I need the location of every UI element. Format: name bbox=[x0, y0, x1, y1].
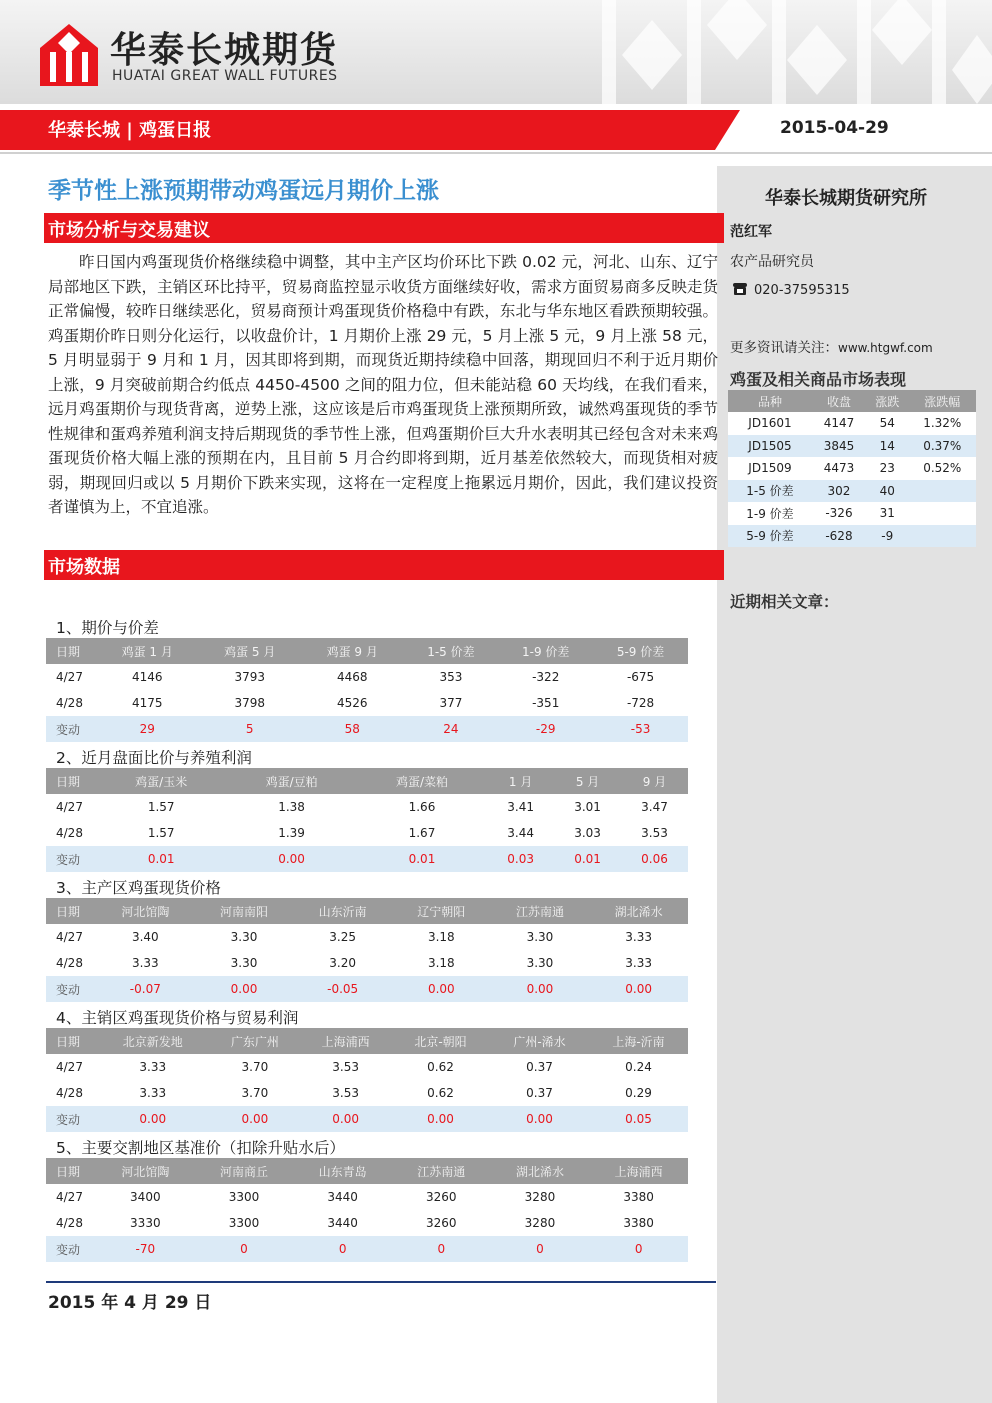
table-cell: 14 bbox=[866, 435, 909, 458]
table-row bbox=[728, 457, 976, 480]
table-cell: 3300 bbox=[228, 1190, 260, 1204]
table-cell: 0.01 bbox=[554, 846, 621, 872]
table-cell: 3.53 bbox=[641, 826, 668, 840]
recent-articles-title: 近期相关文章： bbox=[730, 593, 839, 611]
report-tag: 华泰长城 | 鸡蛋日报 bbox=[48, 120, 212, 141]
table-cell: 0.52% bbox=[909, 457, 977, 480]
column-header: 鸡蛋/玉米 bbox=[96, 768, 226, 794]
column-header: 上海-沂南 bbox=[589, 1028, 688, 1054]
table-cell: 3.41 bbox=[507, 800, 534, 814]
table-cell: 3.33 bbox=[139, 1060, 167, 1074]
column-header: 9 月 bbox=[621, 768, 688, 794]
table-cell: 0.37 bbox=[526, 1086, 553, 1100]
table-cell: 0.00 bbox=[209, 1106, 300, 1132]
column-header: 收盘 bbox=[812, 390, 866, 412]
table-cell: JD1509 bbox=[728, 457, 812, 480]
table-cell: 0.03 bbox=[487, 846, 554, 872]
table-cell: 0.00 bbox=[490, 1106, 589, 1132]
table-row bbox=[46, 924, 688, 950]
table-cell: -70 bbox=[96, 1236, 195, 1262]
table-cell: 0 bbox=[392, 1236, 491, 1262]
data-table-futures bbox=[46, 638, 688, 742]
table-cell: 353 bbox=[439, 670, 463, 684]
table-row bbox=[728, 502, 976, 525]
table-row-change bbox=[46, 976, 688, 1002]
table-header-row bbox=[46, 1028, 688, 1054]
table-cell: 4/28 bbox=[56, 826, 83, 840]
column-header: 1 月 bbox=[487, 768, 554, 794]
table-cell: 4/28 bbox=[56, 1086, 83, 1100]
table-row-change bbox=[46, 846, 688, 872]
table-cell: 0.01 bbox=[357, 846, 487, 872]
column-header: 鸡蛋/豆粕 bbox=[226, 768, 356, 794]
table-cell: JD1601 bbox=[728, 412, 812, 435]
column-header: 5 月 bbox=[554, 768, 621, 794]
column-header: 湖北浠水 bbox=[491, 1158, 590, 1184]
column-header: 河北馆陶 bbox=[96, 898, 195, 924]
table-cell: 1-5 价差 bbox=[728, 480, 812, 503]
table-cell: 302 bbox=[812, 480, 866, 503]
table-cell: 变动 bbox=[46, 1236, 96, 1262]
table-cell: -351 bbox=[532, 696, 560, 710]
brand-name-en: HUATAI GREAT WALL FUTURES bbox=[112, 68, 338, 84]
analyst-phone: 020-37595315 bbox=[754, 283, 850, 298]
table-cell: 0.06 bbox=[621, 846, 688, 872]
table-cell: 0.00 bbox=[391, 1106, 490, 1132]
table-cell: 31 bbox=[866, 502, 909, 525]
table-cell: 54 bbox=[866, 412, 909, 435]
table-row bbox=[728, 412, 976, 435]
table-cell: 0.62 bbox=[427, 1060, 454, 1074]
table-cell: 3300 bbox=[228, 1216, 260, 1230]
table-cell: 3.53 bbox=[332, 1086, 359, 1100]
column-header: 江苏南通 bbox=[392, 1158, 491, 1184]
column-header: 山东沂南 bbox=[293, 898, 392, 924]
column-header: 江苏南通 bbox=[491, 898, 590, 924]
column-header: 鸡蛋 5 月 bbox=[199, 638, 302, 664]
column-header: 河南商丘 bbox=[195, 1158, 294, 1184]
table-cell: 3.01 bbox=[574, 800, 601, 814]
table-cell: 1.38 bbox=[278, 800, 305, 814]
table-header-row bbox=[46, 768, 688, 794]
table-row bbox=[728, 480, 976, 503]
data-table-sales-spot bbox=[46, 1028, 688, 1132]
table-row bbox=[46, 820, 688, 846]
table-cell: 4146 bbox=[131, 670, 163, 684]
brand-name-cn: 华泰长城期货 bbox=[110, 30, 339, 71]
table-cell: 3.33 bbox=[139, 1086, 167, 1100]
table-cell: 4526 bbox=[336, 696, 368, 710]
table-cell: 3.70 bbox=[241, 1086, 269, 1100]
column-header: 品种 bbox=[728, 390, 812, 412]
table-cell: 0.01 bbox=[96, 846, 226, 872]
table-cell: 4175 bbox=[131, 696, 163, 710]
analyst-name: 范红军 bbox=[730, 224, 772, 240]
column-header: 广东广州 bbox=[209, 1028, 300, 1054]
column-header: 湖北浠水 bbox=[589, 898, 688, 924]
column-header: 1-9 价差 bbox=[498, 638, 593, 664]
table-cell: 0.24 bbox=[625, 1060, 652, 1074]
table-row bbox=[46, 794, 688, 820]
data-table-delivery-base bbox=[46, 1158, 688, 1262]
table-cell: 3.30 bbox=[230, 930, 258, 944]
table-cell: 4/27 bbox=[56, 930, 83, 944]
page-title: 季节性上涨预期带动鸡蛋远月期价上涨 bbox=[48, 178, 439, 204]
table-cell: 3.33 bbox=[625, 930, 652, 944]
table-cell: 0.05 bbox=[589, 1106, 688, 1132]
table-cell: 1.32% bbox=[909, 412, 977, 435]
table-row bbox=[728, 525, 976, 548]
table-cell: 3.25 bbox=[329, 930, 356, 944]
column-header: 涨跌 bbox=[866, 390, 909, 412]
table-cell: -326 bbox=[812, 502, 866, 525]
section-header-data bbox=[44, 550, 724, 580]
report-date: 2015-04-29 bbox=[780, 118, 889, 138]
table-cell: 3.20 bbox=[329, 956, 356, 970]
table-cell: 3440 bbox=[327, 1190, 358, 1204]
table-cell: 0 bbox=[293, 1236, 392, 1262]
table-row bbox=[46, 664, 688, 690]
table-cell: -728 bbox=[626, 696, 655, 710]
divider bbox=[0, 152, 992, 154]
table-title: 4、主销区鸡蛋现货价格与贸易利润 bbox=[56, 1009, 299, 1027]
table-row bbox=[46, 950, 688, 976]
column-header: 河南南阳 bbox=[195, 898, 294, 924]
decorative-graphic bbox=[592, 0, 992, 104]
table-cell: 3.70 bbox=[241, 1060, 269, 1074]
table-cell: -322 bbox=[532, 670, 560, 684]
column-header: 日期 bbox=[46, 898, 96, 924]
table-cell: 变动 bbox=[46, 1106, 96, 1132]
column-header: 北京-朝阳 bbox=[391, 1028, 490, 1054]
column-header: 1-5 价差 bbox=[404, 638, 499, 664]
table-cell: 3260 bbox=[426, 1190, 457, 1204]
table-title: 5、主要交割地区基准价（扣除升贴水后） bbox=[56, 1139, 345, 1157]
table-cell bbox=[909, 480, 977, 503]
table-cell: 4/27 bbox=[56, 1190, 83, 1204]
table-cell: 4/28 bbox=[56, 696, 83, 710]
table-cell: 3845 bbox=[812, 435, 866, 458]
table-cell: 3798 bbox=[234, 696, 266, 710]
table-cell: 0.62 bbox=[427, 1086, 454, 1100]
table-title: 3、主产区鸡蛋现货价格 bbox=[56, 879, 221, 897]
table-cell: -675 bbox=[626, 670, 655, 684]
table-cell: 4473 bbox=[812, 457, 866, 480]
table-cell: 3.30 bbox=[230, 956, 258, 970]
data-table-production-spot bbox=[46, 898, 688, 1002]
table-row bbox=[46, 690, 688, 716]
table-cell: 3380 bbox=[623, 1216, 654, 1230]
table-cell: 0.00 bbox=[491, 976, 590, 1002]
footer-divider bbox=[46, 1281, 716, 1283]
table-cell: 1-9 价差 bbox=[728, 502, 812, 525]
table-cell: 3440 bbox=[327, 1216, 358, 1230]
institute-name: 华泰长城期货研究所 bbox=[765, 188, 927, 209]
table-cell: 0.00 bbox=[589, 976, 688, 1002]
data-table-ratio bbox=[46, 768, 688, 872]
column-header: 上海浦西 bbox=[300, 1028, 391, 1054]
table-cell: -53 bbox=[593, 716, 688, 742]
table-cell: 3.18 bbox=[427, 956, 455, 970]
table-cell: 58 bbox=[301, 716, 404, 742]
table-cell: 1.57 bbox=[147, 800, 175, 814]
column-header: 广州-浠水 bbox=[490, 1028, 589, 1054]
column-header: 上海浦西 bbox=[589, 1158, 688, 1184]
table-cell: 4/27 bbox=[56, 1060, 83, 1074]
table-cell: 3.47 bbox=[641, 800, 668, 814]
table-cell: -0.07 bbox=[96, 976, 195, 1002]
column-header: 日期 bbox=[46, 638, 96, 664]
column-header: 辽宁朝阳 bbox=[392, 898, 491, 924]
table-cell: 3.30 bbox=[526, 956, 554, 970]
table-cell: 3.44 bbox=[507, 826, 534, 840]
table-cell: 3280 bbox=[524, 1216, 556, 1230]
footer-date: 2015 年 4 月 29 日 bbox=[48, 1293, 212, 1313]
table-cell: 3.33 bbox=[131, 956, 159, 970]
analyst-role: 农产品研究员 bbox=[730, 254, 814, 270]
page-header bbox=[0, 0, 992, 104]
table-cell: 0.37 bbox=[526, 1060, 553, 1074]
table-row bbox=[46, 1210, 688, 1236]
table-cell: 3.18 bbox=[427, 930, 455, 944]
table-cell: 4468 bbox=[336, 670, 368, 684]
huatai-logo-icon bbox=[40, 24, 98, 86]
column-header: 鸡蛋/菜粕 bbox=[357, 768, 487, 794]
table-cell: 3380 bbox=[623, 1190, 654, 1204]
more-info bbox=[730, 336, 933, 356]
table-cell: -0.05 bbox=[293, 976, 392, 1002]
table-cell: 40 bbox=[866, 480, 909, 503]
table-cell: 3.40 bbox=[131, 930, 159, 944]
table-cell: 4/28 bbox=[56, 956, 83, 970]
table-row-change bbox=[46, 716, 688, 742]
table-cell: 3400 bbox=[130, 1190, 161, 1204]
table-cell: 0 bbox=[589, 1236, 688, 1262]
table-header-row bbox=[46, 638, 688, 664]
table-cell: 3.30 bbox=[526, 930, 554, 944]
table-cell: 377 bbox=[439, 696, 463, 710]
table-cell: 29 bbox=[96, 716, 199, 742]
table-header-row bbox=[46, 898, 688, 924]
table-cell: 0.37% bbox=[909, 435, 977, 458]
table-cell: 0 bbox=[491, 1236, 590, 1262]
table-row bbox=[46, 1080, 688, 1106]
column-header: 山东青岛 bbox=[293, 1158, 392, 1184]
table-cell: 0.00 bbox=[96, 1106, 209, 1132]
more-info-label: 更多资讯请关注： bbox=[730, 340, 838, 356]
table-cell: 0 bbox=[195, 1236, 294, 1262]
column-header: 5-9 价差 bbox=[593, 638, 688, 664]
table-cell: 变动 bbox=[46, 716, 96, 742]
section-header-analysis bbox=[44, 213, 724, 243]
table-header-row bbox=[46, 1158, 688, 1184]
table-cell: 3330 bbox=[130, 1216, 161, 1230]
column-header: 日期 bbox=[46, 1028, 96, 1054]
table-cell: 1.57 bbox=[147, 826, 175, 840]
section-title: 市场分析与交易建议 bbox=[48, 220, 210, 241]
market-performance-title: 鸡蛋及相关商品市场表现 bbox=[730, 370, 907, 389]
table-cell: 3.03 bbox=[574, 826, 601, 840]
table-cell: 1.39 bbox=[278, 826, 305, 840]
table-cell: 23 bbox=[866, 457, 909, 480]
table-cell: 1.66 bbox=[408, 800, 436, 814]
table-header-row bbox=[728, 390, 976, 412]
table-title: 1、期价与价差 bbox=[56, 619, 159, 637]
table-title: 2、近月盘面比价与养殖利润 bbox=[56, 749, 252, 767]
table-cell: 变动 bbox=[46, 976, 96, 1002]
column-header: 日期 bbox=[46, 1158, 96, 1184]
table-cell: 3280 bbox=[524, 1190, 556, 1204]
table-cell: JD1505 bbox=[728, 435, 812, 458]
table-cell: 3793 bbox=[234, 670, 266, 684]
table-cell: 0.00 bbox=[226, 846, 356, 872]
section-title: 市场数据 bbox=[48, 557, 120, 578]
table-cell: -628 bbox=[812, 525, 866, 548]
column-header: 北京新发地 bbox=[96, 1028, 209, 1054]
table-cell: -29 bbox=[498, 716, 593, 742]
column-header: 日期 bbox=[46, 768, 96, 794]
table-cell bbox=[909, 525, 977, 548]
table-cell: 4/27 bbox=[56, 670, 83, 684]
column-header: 河北馆陶 bbox=[96, 1158, 195, 1184]
table-cell: 3260 bbox=[426, 1216, 457, 1230]
table-cell: 24 bbox=[404, 716, 499, 742]
table-row-change bbox=[46, 1106, 688, 1132]
table-cell: 4147 bbox=[812, 412, 866, 435]
column-header: 鸡蛋 9 月 bbox=[301, 638, 404, 664]
table-cell: 0.00 bbox=[300, 1106, 391, 1132]
table-cell bbox=[909, 502, 977, 525]
table-cell: 3.53 bbox=[332, 1060, 359, 1074]
table-cell: 4/28 bbox=[56, 1216, 83, 1230]
table-cell: 3.33 bbox=[625, 956, 652, 970]
table-cell: -9 bbox=[866, 525, 909, 548]
table-cell: 5 bbox=[199, 716, 302, 742]
market-performance-table bbox=[728, 390, 976, 547]
analysis-paragraph: 昨日国内鸡蛋现货价格继续稳中调整，其中主产区均价环比下跌 0.02 元，河北、山东、辽宁局部地区下跌，主销区环比持平，贸易商监控显示收货方面继续好收，需求方面贸易商多反映走货正常偏慢，较昨日继续恶化，贸易商预计鸡蛋现货价格稳中有跌，东北与华东地区看跌预期较强。鸡蛋期价昨日则分化运行，以收盘价计，1 月期价上涨 29 元，5 月上涨 5 元，9 月上涨 58 元，5 月明显弱于 9 月和 1 月，因其即将到期，而现货近期持续稳中回落，期现回归不利于近月期价上涨，9 月突破前期合约低点 4450-4500 之间的阻力位，但未能站稳 60 天均线，在我们看来，远月鸡蛋期价与现货背离，逆势上涨，这应该是后市鸡蛋现货上涨预期所致，诚然鸡蛋现货的季节性规律和蛋鸡养殖利润支持后期现货的季节性上涨，但鸡蛋期价巨大升水表明其已经包含对未来鸡蛋现货价格大幅上涨的预期在内，且目前 5 月合约即将到期，近月基差依然较大，而现货相对疲弱，期现回归或以 5 月期价下跌来实现，这将在一定程度上拖累远月期价，因此，我们建议投资者谨慎为上，不宜追涨。 bbox=[48, 253, 718, 516]
table-cell: 0.00 bbox=[195, 976, 294, 1002]
table-cell: 变动 bbox=[46, 846, 96, 872]
table-cell: 0.29 bbox=[625, 1086, 652, 1100]
table-cell: 1.67 bbox=[408, 826, 436, 840]
phone-icon bbox=[733, 282, 747, 296]
table-cell: 4/27 bbox=[56, 800, 83, 814]
column-header: 鸡蛋 1 月 bbox=[96, 638, 199, 664]
column-header: 涨跌幅 bbox=[909, 390, 977, 412]
table-row bbox=[728, 435, 976, 458]
table-cell: 5-9 价差 bbox=[728, 525, 812, 548]
table-row bbox=[46, 1184, 688, 1210]
website-link[interactable]: www.htgwf.com bbox=[838, 341, 933, 355]
table-row-change bbox=[46, 1236, 688, 1262]
table-cell: 0.00 bbox=[392, 976, 491, 1002]
table-row bbox=[46, 1054, 688, 1080]
